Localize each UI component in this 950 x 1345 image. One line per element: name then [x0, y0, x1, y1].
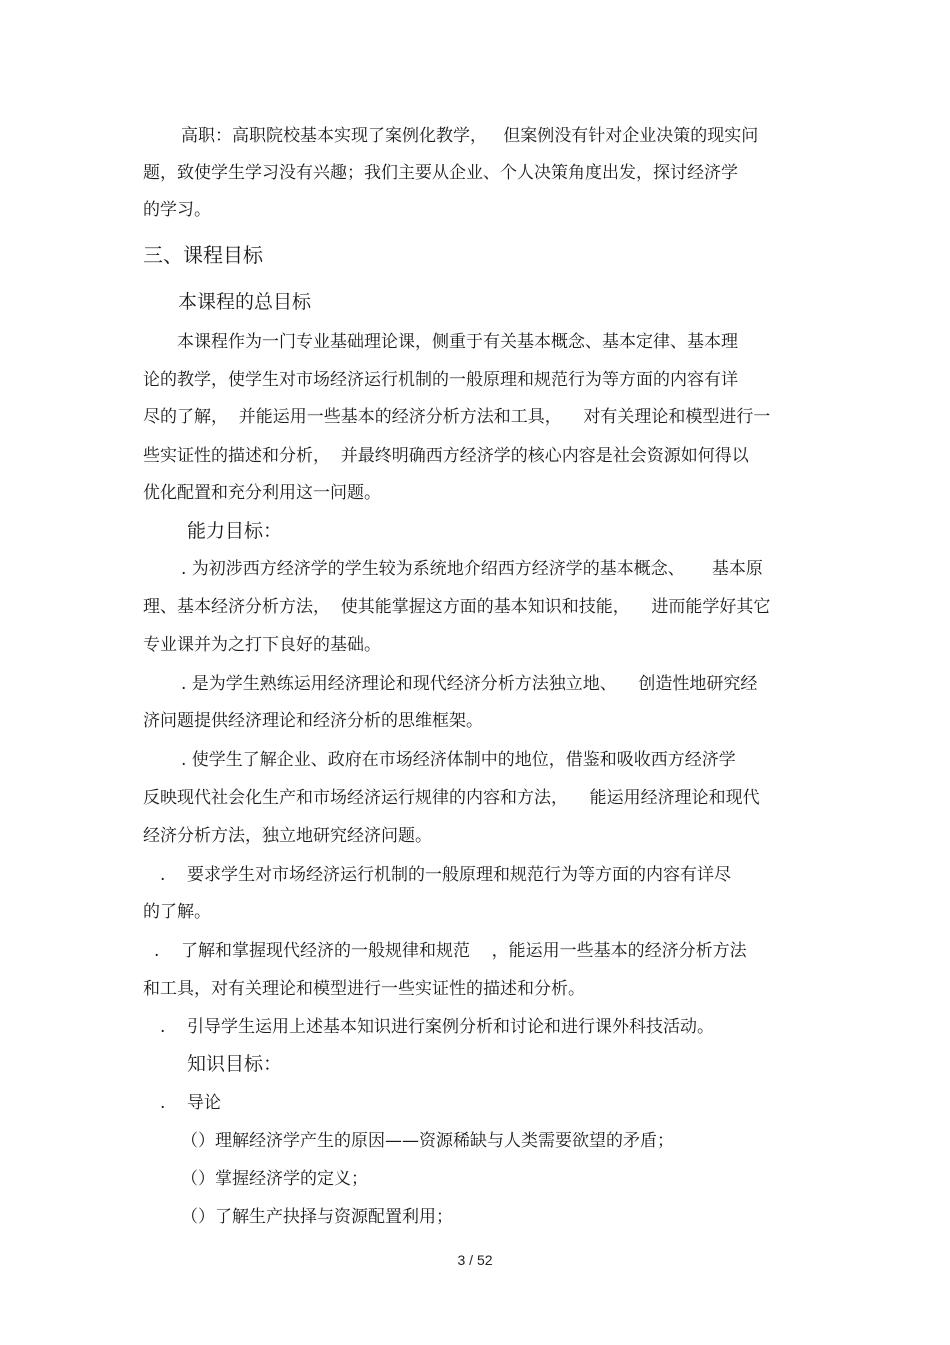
list-item-line: . 使学生了解企业、政府在市场经济体制中的地位，借鉴和吸收西方经济学 [181, 750, 736, 770]
list-item-line: . 为初涉西方经济学的学生较为系统地介绍西方经济学的基本概念、 基本原 [181, 559, 763, 579]
list-item-line: 的了解。 [143, 902, 211, 922]
list-item-line: . 要求学生对市场经济运行机制的一般原理和规范行为等方面的内容有详尽 [160, 865, 732, 885]
list-item-line: 理、基本经济分析方法， 使其能掌握这方面的基本知识和技能， 进而能学好其它 [143, 597, 771, 617]
list-item-line: 反映现代社会化生产和市场经济运行规律的内容和方法， 能运用经济理论和现代 [143, 788, 760, 808]
list-item-line: 和工具，对有关理论和模型进行一些实证性的描述和分析。 [143, 979, 585, 999]
list-item-line: . 导论 [160, 1093, 222, 1113]
para-line-3: 的学习。 [143, 200, 211, 220]
section-heading: 三、课程目标 [143, 243, 263, 267]
list-item-line: . 引导学生运用上述基本知识进行案例分析和讨论和进行课外科技活动。 [160, 1017, 715, 1037]
list-item-line: 济问题提供经济理论和经济分析的思维框架。 [143, 711, 483, 731]
list-item-line: （）掌握经济学的定义； [181, 1169, 368, 1189]
para-line-7: 些实证性的描述和分析， 并最终明确西方经济学的核心内容是社会资源如何得以 [143, 446, 749, 466]
subheading-overall-goal: 本课程的总目标 [178, 291, 312, 313]
para-line-6: 尽的了解， 并能运用一些基本的经济分析方法和工具， 对有关理论和模型进行一 [143, 407, 771, 427]
para-line-5: 论的教学，使学生对市场经济运行机制的一般原理和规范行为等方面的内容有详 [143, 370, 738, 390]
para-line-2: 题，致使学生学习没有兴趣；我们主要从企业、个人决策角度出发，探讨经济学 [143, 163, 738, 183]
para-line-1: 高职：高职院校基本实现了案例化教学， 但案例没有针对企业决策的现实问 [181, 126, 759, 146]
list-item-line: 经济分析方法，独立地研究经济问题。 [143, 826, 432, 846]
list-item-line: 专业课并为之打下良好的基础。 [143, 635, 381, 655]
list-item-line: . 是为学生熟练运用经济理论和现代经济分析方法独立地、 创造性地研究经 [181, 674, 758, 694]
page-number: 3 / 52 [457, 1252, 493, 1268]
list-item-line: （）了解生产抉择与资源配置利用； [181, 1207, 453, 1227]
para-line-8: 优化配置和充分利用这一问题。 [143, 483, 381, 503]
subheading-ability-goal: 能力目标： [187, 520, 283, 542]
list-item-line: . 了解和掌握现代经济的一般规律和规范 ，能运用一些基本的经济分析方法 [154, 941, 747, 961]
list-item-line: （）理解经济学产生的原因——资源稀缺与人类需要欲望的矛盾； [181, 1131, 674, 1151]
para-line-4: 本课程作为一门专业基础理论课，侧重于有关基本概念、基本定律、基本理 [177, 332, 738, 352]
subheading-knowledge-goal: 知识目标： [187, 1053, 283, 1075]
